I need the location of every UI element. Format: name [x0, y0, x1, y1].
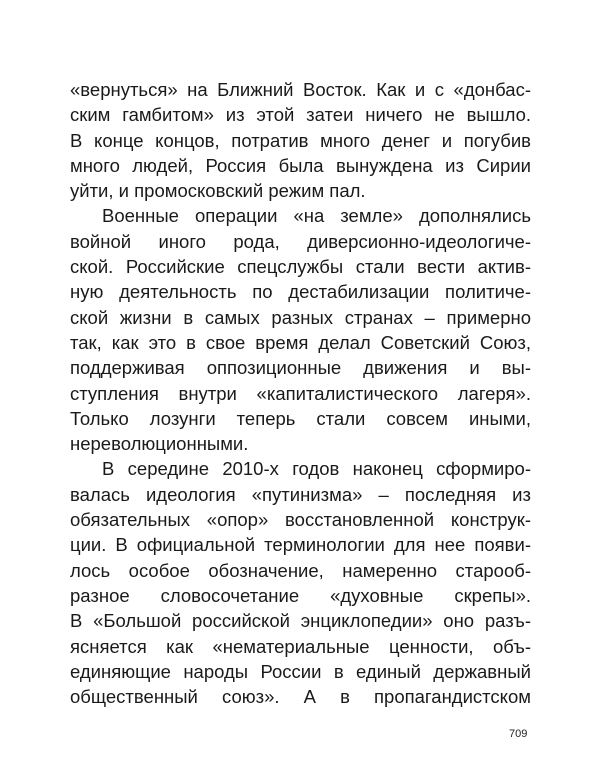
text-line: ступления внутри «капиталистического лагеря».: [70, 382, 531, 404]
text-line: ции. В официальной терминологии для нее появи-: [70, 534, 531, 556]
text-line: Военные операции «на земле» дополнялись: [102, 205, 531, 227]
text-line: ную деятельность по дестабилизации политиче-: [70, 281, 531, 303]
text-line: уйти, и промосковский режим пал.: [70, 180, 366, 202]
paragraph: [70, 456, 531, 709]
text-line: ской жизни в самых разных странах – примерно: [70, 306, 531, 328]
page-number: 709: [509, 728, 528, 740]
text-line: В середине 2010-х годов наконец сформиро-: [102, 458, 531, 480]
paragraph: [70, 203, 531, 456]
text-line: так, как это в свое время делал Советский Союз,: [70, 331, 531, 353]
text-line: обязательных «опор» восстановленной конструк-: [70, 509, 531, 531]
text-line: много людей, Россия была вынуждена из Сирии: [70, 154, 531, 176]
text-line: войной иного рода, диверсионно-идеологиче-: [70, 230, 531, 252]
text-line: общественный союз». А в пропагандистском: [70, 686, 531, 708]
text-line: Только лозунги теперь стали совсем иными,: [70, 407, 531, 429]
text-line: «вернуться» на Ближний Восток. Как и с «донбас-: [70, 79, 531, 100]
text-line: валась идеология «путинизма» – последняя из: [70, 483, 531, 505]
text-line: В конце концов, потратив много денег и погубив: [70, 129, 531, 151]
text-line: В «Большой российской энциклопедии» оно разъ-: [70, 610, 531, 632]
text-line: лось особое обозначение, намеренно старооб-: [70, 559, 531, 581]
text-line: ским гамбитом» из этой затеи ничего не вышло.: [70, 104, 531, 126]
text-line: разное словосочетание «духовные скрепы».: [70, 584, 531, 606]
page-body: [70, 77, 531, 709]
paragraph: [70, 77, 531, 203]
text-line: ской. Российские спецслужбы стали вести актив-: [70, 256, 531, 278]
text-line: ясняется как «нематериальные ценности, объ-: [70, 635, 531, 657]
text-line: единяющие народы России в единый державный: [70, 660, 531, 682]
text-line: нереволюционными.: [70, 433, 249, 455]
text-line: поддерживая оппозиционные движения и вы-: [70, 357, 531, 379]
